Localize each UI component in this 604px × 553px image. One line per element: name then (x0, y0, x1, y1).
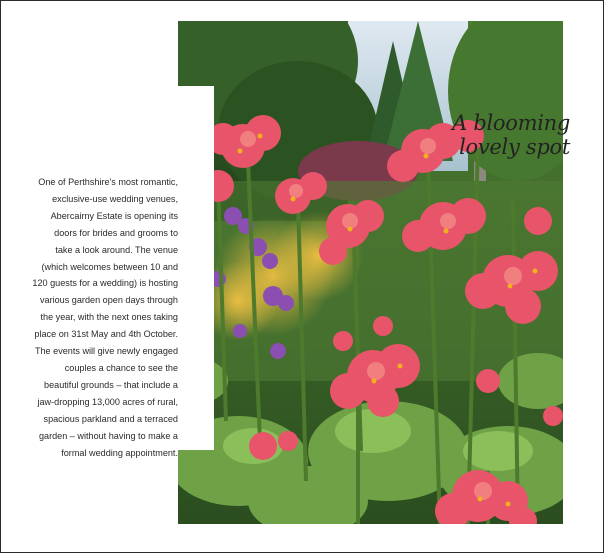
body-line: spacious parkland and a terraced (43, 413, 178, 424)
body-line: the year, with the next ones taking (40, 312, 178, 323)
garden-photo (178, 21, 563, 524)
headline-line-1: A blooming (452, 111, 570, 135)
article-headline (390, 111, 570, 159)
body-line: take a look around. The venue (55, 244, 178, 255)
body-line: The events will give newly engaged (34, 346, 178, 357)
body-line: place on 31st May and 4th October. (34, 329, 178, 340)
body-line: garden – without having to make a (38, 430, 178, 441)
body-line: exclusive-use wedding venues, (52, 193, 178, 204)
primula-garden-illustration (178, 21, 563, 524)
article-body (24, 174, 178, 461)
body-line: couples a chance to see the (64, 362, 178, 373)
body-line: beautiful grounds – that include a (44, 379, 178, 390)
body-line: 120 guests for a wedding) is hosting (32, 278, 178, 289)
body-line: One of Perthshire's most romantic, (38, 177, 178, 187)
headline-line-2: lovely spot (459, 135, 570, 159)
body-line: various garden open days through (39, 295, 178, 306)
body-line: Abercairny Estate is opening its (50, 210, 178, 221)
body-line: (which welcomes between 10 and (41, 261, 178, 272)
body-line: doors for brides and grooms to (54, 227, 178, 238)
body-line: formal wedding appointment. (61, 447, 178, 458)
body-line: jaw-dropping 13,000 acres of rural, (37, 396, 178, 407)
